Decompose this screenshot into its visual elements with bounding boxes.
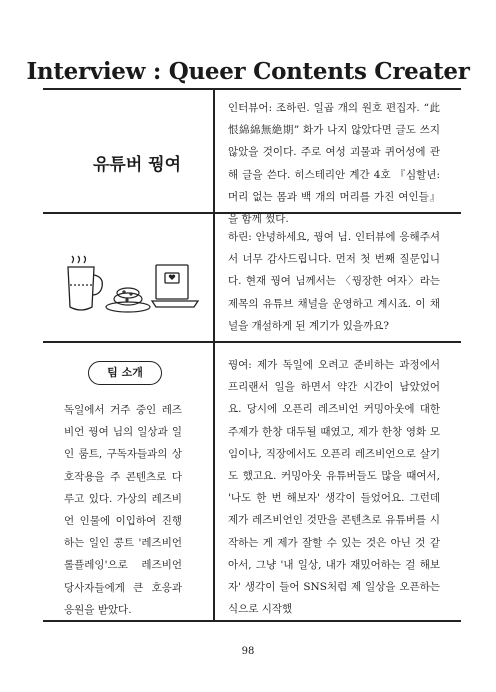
interview-answer <box>228 354 440 620</box>
left-divider-1 <box>43 212 214 214</box>
interviewer-intro <box>228 97 440 230</box>
question-text: 하린: 안녕하세요, 꿩여 님. 인터뷰에 응해주셔서 너무 감사드립니다. 먼저 첫 번째 질문입니다. 현재 꿩여 님께서는 〈꿩장한 여자〉라는 제목의 유튜브 채널을 운영하고 계시죠. 이 채널을 개설하게 된 계기가 있을까요? <box>228 231 440 332</box>
page-title: Interview : Queer Contents Creater <box>26 58 470 85</box>
page-number: 98 <box>241 646 255 657</box>
intro-text: 인터뷰어: 조하린. 일곱 개의 원호 편집자. “此恨綿綿無絶期” 화가 나지 않았다면 글도 쓰지 않았을 것이다. 주로 여성 괴물과 퀴어성에 관해 글을 쓴다. 히스테리안 계간 4호 『심할년: 머리 없는 몸과 백 개의 머리를 가진 여인들』을 함께 썼다. <box>228 102 440 226</box>
cookie-plate-icon <box>106 288 150 312</box>
answer-text: 꿩여: 제가 독일에 오려고 준비하는 과정에서 프리랜서 일을 하면서 약간 시간이 남았었어요. 당시에 오픈리 레즈비언 커밍아웃에 대한 주제가 한창 대두될 때였고, 제가 한창 영화 모임이나, 직장에서도 오픈리 레즈비언으로 살기도 했고요. 커밍아웃 유튜버들도 많을 때여서, '나도 한 번 해보자' 생각이 들었어요. 그런데 제가 레즈비언인 것만을 콘텐츠로 유튜버를 시작하는 게 제가 잘할 수 있는 것은 아닌 것 같아서, 그냥 '내 일상, 내가 재밌어하는 걸 해보자' 생각이 들어 SNS처럼 제 일상을 오픈하는 식으로 시작했 <box>228 359 440 616</box>
column-divider <box>213 89 215 621</box>
right-divider-2 <box>214 341 461 343</box>
creator-heading: 유튜버 꿩여 <box>92 155 182 175</box>
top-rule <box>43 88 461 90</box>
coffee-cup-icon <box>68 256 102 310</box>
profile-badge: 팀 소개 <box>88 361 162 385</box>
desk-illustration <box>64 255 204 325</box>
creator-profile: 독일에서 거주 중인 레즈비언 꿩여 님의 일상과 일인 룸트, 구독자들과의 상호작용을 주 콘텐츠로 다루고 있다. 가상의 레즈비언 인물에 이입하여 진행하는 일인 콩트 '레즈비언 롤플레잉'으로 레즈비언 당사자들에게 큰 호응과 응원을 받았다. <box>64 404 182 616</box>
left-divider-2 <box>43 341 214 343</box>
interview-question <box>228 226 440 337</box>
laptop-heart-icon <box>152 265 198 307</box>
